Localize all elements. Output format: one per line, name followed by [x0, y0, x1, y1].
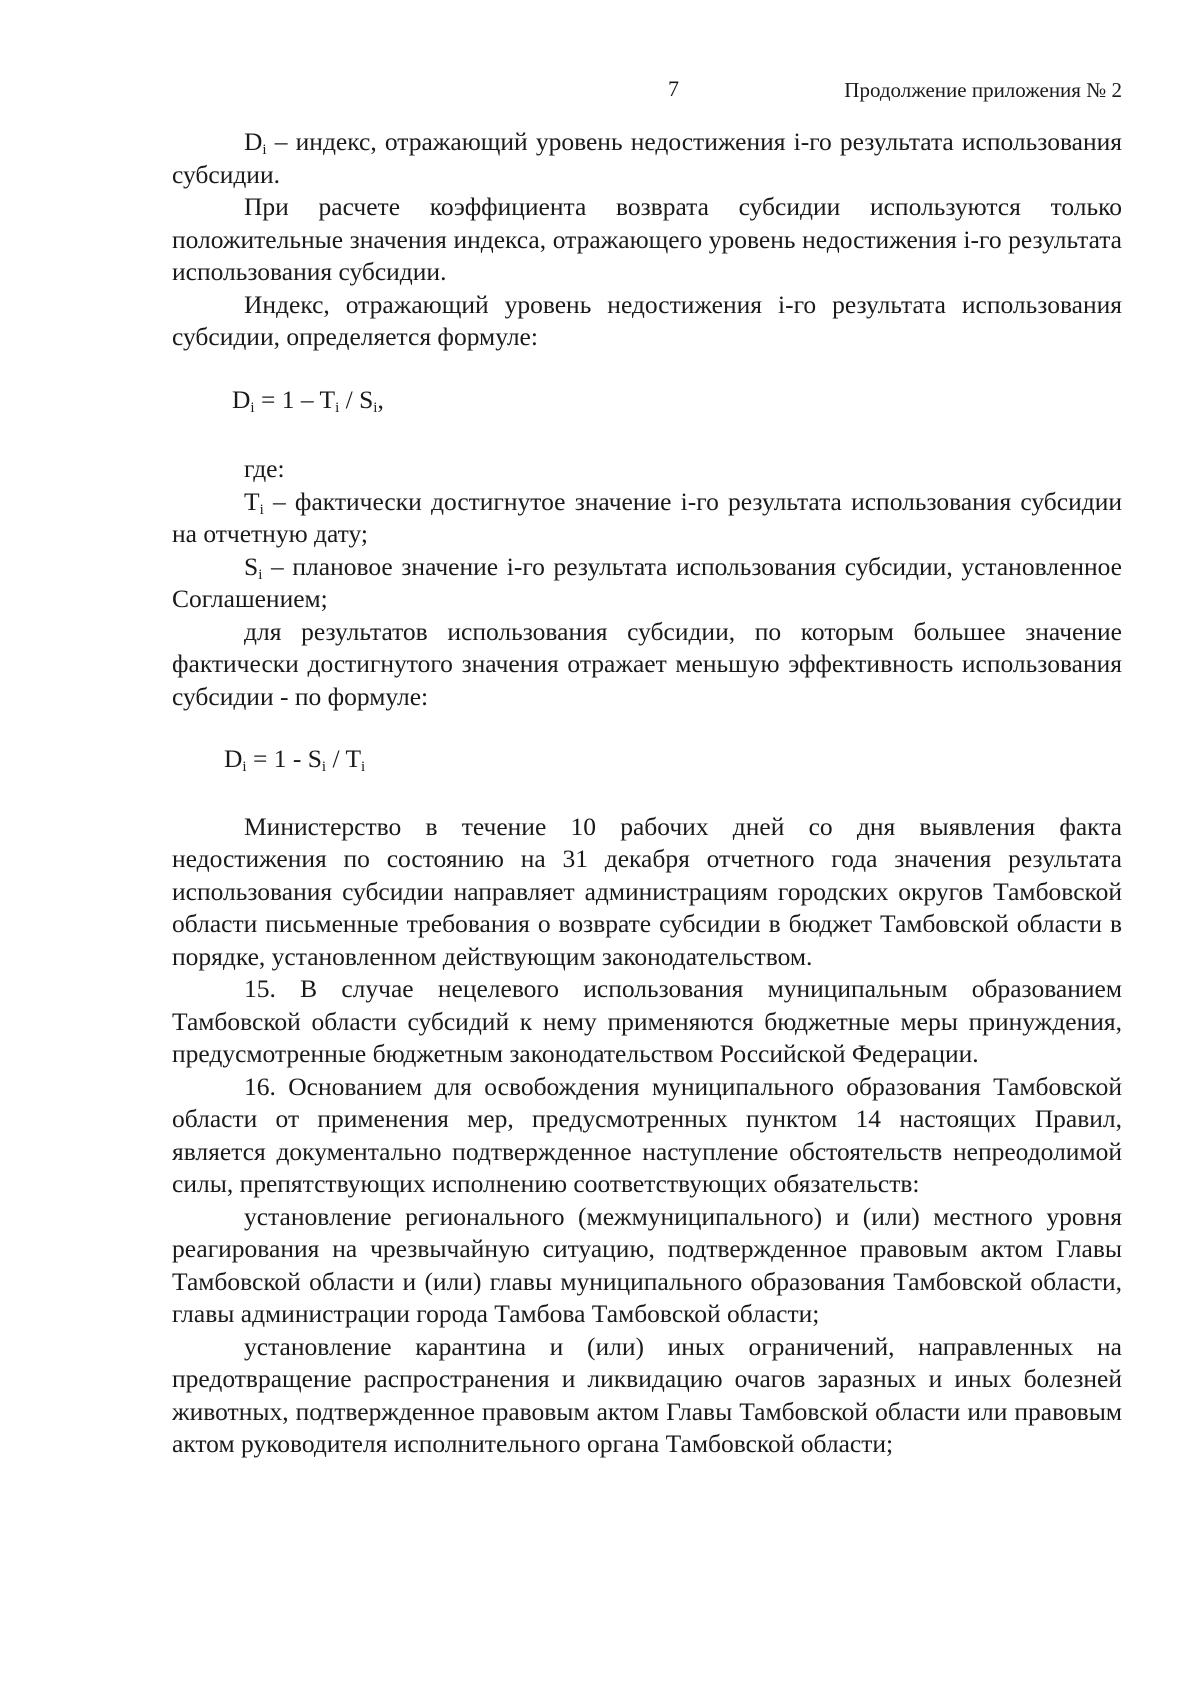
formula-d-primary: $D_i = 1 - T_i / S_i$, [232, 384, 384, 416]
paragraph-quarantine: установление карантина и (или) иных ограничений, направленных на предотвращение распространения и ликвидацию очагов заразных и иных болезней животных, подтвержденное правовым актом Главы Тамбовской области или правовым актом руководителя исполнительного органа Тамбовской области; [172, 1331, 1122, 1458]
paragraph-index-formula-intro: Индекс, отражающий уровень недостижения i-го результата использования субсидии, определяется формуле: [172, 289, 1122, 351]
paragraph-16-force-majeure: 16. Основанием для освобождения муниципального образования Тамбовской области от применения мер, предусмотренных пунктом 14 настоящих Правил, является документально подтвержденное наступление обстоятельств непреодолимой силы, препятствующих исполнению соответствующих обязательств: [172, 1071, 1122, 1198]
page-number: 7 [668, 76, 679, 101]
paragraph-ministry-requirements: Министерство в течение 10 рабочих дней со дня выявления факта недостижения по состоянию на 31 декабря отчетного года значения результата использования субсидии направляет администрациям городских округов Тамбовской области письменные требования о возврате субсидии в бюджет Тамбовской области в порядке, установленном действующим законодательством. [172, 811, 1122, 971]
paragraph-t-definition: $T_i$ – фактически достигнутое значение i-го результата использования субсидии на отчетную дату; [172, 486, 1122, 548]
paragraph-positive-values: При расчете коэффициента возврата субсидии используются только положительные значения индекса, отражающего уровень недостижения i-го результата использования субсидии. [172, 192, 1122, 286]
paragraph-emergency-level: установление регионального (межмуниципального) и (или) местного уровня реагирования на чрезвычайную ситуацию, подтвержденное правовым актом Главы Тамбовской области и (или) главы муниципального образования Тамбовской области, главы администрации города Тамбова Тамбовской области; [172, 1201, 1122, 1328]
paragraph-d-definition: $D_i$ – индекс, отражающий уровень недостижения i-го результата использования субсидии. [172, 127, 1122, 189]
paragraph-15-misuse: 15. В случае нецелевого использования муниципальным образованием Тамбовской области субсидий к нему применяются бюджетные меры принуждения, предусмотренные бюджетным законодательством Российской Федерации. [172, 974, 1122, 1068]
where-label: где: [244, 454, 285, 483]
annex-label: Продолжение приложения № 2 [844, 78, 1122, 102]
paragraph-inverse-results: для результатов использования субсидии, по которым большее значение фактически достигнутого значения отражает меньшую эффективность использования субсидии - по формуле: [172, 616, 1122, 711]
document-body [172, 126, 1122, 1461]
formula-d-inverse: $D_i = 1 - S_i / T_i$ [224, 744, 366, 775]
paragraph-s-definition: $S_i$ – плановое значение i-го результата использования субсидии, установленное Соглашением; [172, 551, 1122, 613]
